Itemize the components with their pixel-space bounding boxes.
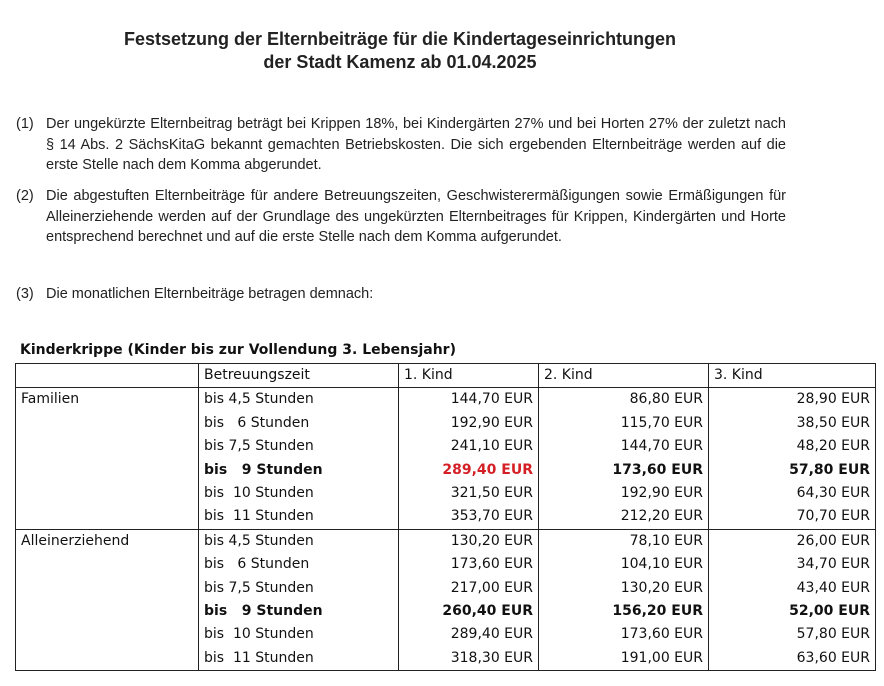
group-label-cell — [16, 505, 199, 529]
fee-kind-3-cell: 34,70 EUR — [709, 553, 876, 576]
fee-kind-1-cell: 241,10 EUR — [399, 435, 539, 458]
betreuungszeit-cell: bis 10 Stunden — [199, 482, 399, 505]
group-label-cell — [16, 577, 199, 600]
fee-kind-2-cell: 173,60 EUR — [539, 623, 709, 646]
table-caption: Kinderkrippe (Kinder bis zur Vollendung 3. Lebensjahr) — [20, 342, 456, 358]
table-row — [16, 412, 876, 435]
fee-kind-1-cell: 289,40 EUR — [399, 459, 539, 482]
fee-kind-1-cell: 144,70 EUR — [399, 388, 539, 412]
paragraph-3 — [16, 284, 786, 305]
group-label-cell — [16, 623, 199, 646]
title-line-2: der Stadt Kamenz ab 01.04.2025 — [263, 52, 537, 72]
table-row — [16, 647, 876, 671]
group-label-cell — [16, 412, 199, 435]
fee-kind-1-cell: 321,50 EUR — [399, 482, 539, 505]
paragraph-number: (3) — [16, 286, 34, 302]
betreuungszeit-cell: bis 6 Stunden — [199, 412, 399, 435]
fee-kind-2-cell: 86,80 EUR — [539, 388, 709, 412]
paragraph-text: Die abgestuften Elternbeiträge für andere Betreuungszeiten, Geschwisterermäßigungen sowie Ermäßigungen für Alleinerziehende werden auf der Grundlage des ungekürzten Elternbeitrages für Krippen, Kindergärten und Horte entsprechend berechnet und auf die erste Stelle nach dem Komma aufgerundet. — [46, 188, 786, 245]
table-row — [16, 600, 876, 623]
betreuungszeit-cell: bis 7,5 Stunden — [199, 577, 399, 600]
fee-kind-2-cell: 191,00 EUR — [539, 647, 709, 671]
fee-kind-1-cell: 260,40 EUR — [399, 600, 539, 623]
group-label-cell: Familien — [16, 388, 199, 412]
fee-kind-2-cell: 173,60 EUR — [539, 459, 709, 482]
header-cell-group — [16, 364, 199, 388]
table-row — [16, 553, 876, 576]
title-line-1: Festsetzung der Elternbeiträge für die Kindertageseinrichtungen — [123, 29, 677, 49]
betreuungszeit-cell: bis 4,5 Stunden — [199, 388, 399, 412]
fee-kind-3-cell: 43,40 EUR — [709, 577, 876, 600]
table-row — [16, 623, 876, 646]
fee-kind-3-cell: 70,70 EUR — [709, 505, 876, 529]
betreuungszeit-cell: bis 9 Stunden — [199, 459, 399, 482]
fee-kind-2-cell: 78,10 EUR — [539, 529, 709, 553]
betreuungszeit-cell: bis 9 Stunden — [199, 600, 399, 623]
header-cell-kind-2: 2. Kind — [539, 364, 709, 388]
fee-kind-1-cell: 130,20 EUR — [399, 529, 539, 553]
document-title — [0, 28, 800, 74]
group-label-cell — [16, 435, 199, 458]
betreuungszeit-cell: bis 4,5 Stunden — [199, 529, 399, 553]
betreuungszeit-cell: bis 10 Stunden — [199, 623, 399, 646]
group-label-cell — [16, 647, 199, 671]
group-label-cell — [16, 459, 199, 482]
fee-kind-1-cell: 353,70 EUR — [399, 505, 539, 529]
table-row — [16, 435, 876, 458]
fee-kind-2-cell: 212,20 EUR — [539, 505, 709, 529]
fee-kind-3-cell: 26,00 EUR — [709, 529, 876, 553]
group-label-cell — [16, 600, 199, 623]
fee-kind-1-cell: 318,30 EUR — [399, 647, 539, 671]
fee-kind-2-cell: 144,70 EUR — [539, 435, 709, 458]
fee-kind-3-cell: 64,30 EUR — [709, 482, 876, 505]
table-row — [16, 577, 876, 600]
fee-kind-3-cell: 38,50 EUR — [709, 412, 876, 435]
fee-kind-2-cell: 115,70 EUR — [539, 412, 709, 435]
fee-kind-3-cell: 48,20 EUR — [709, 435, 876, 458]
fee-kind-3-cell: 63,60 EUR — [709, 647, 876, 671]
header-cell-kind-1: 1. Kind — [399, 364, 539, 388]
table-row — [16, 459, 876, 482]
table-row — [16, 529, 876, 553]
fee-kind-3-cell: 28,90 EUR — [709, 388, 876, 412]
header-cell-kind-3: 3. Kind — [709, 364, 876, 388]
fee-table — [15, 363, 876, 671]
paragraph-text: Der ungekürzte Elternbeitrag beträgt bei Krippen 18%, bei Kindergärten 27% und bei Horten 27% der zuletzt nach § 14 Abs. 2 SächsKitaG bekannt gemachten Betriebskosten. Die sich ergebenden Elternbeiträge werden auf die erste Stelle nach dem Komma abgerundet. — [46, 116, 786, 173]
fee-table-body — [16, 364, 876, 671]
paragraph-2 — [16, 186, 786, 248]
paragraph-text: Die monatlichen Elternbeiträge betragen demnach: — [46, 286, 374, 302]
fee-kind-2-cell: 130,20 EUR — [539, 577, 709, 600]
fee-kind-2-cell: 156,20 EUR — [539, 600, 709, 623]
group-label-cell — [16, 553, 199, 576]
fee-kind-1-cell: 289,40 EUR — [399, 623, 539, 646]
betreuungszeit-cell: bis 6 Stunden — [199, 553, 399, 576]
paragraph-1 — [16, 114, 786, 176]
table-header-row — [16, 364, 876, 388]
paragraph-number: (1) — [16, 116, 34, 132]
betreuungszeit-cell: bis 11 Stunden — [199, 505, 399, 529]
paragraph-number: (2) — [16, 188, 34, 204]
betreuungszeit-cell: bis 7,5 Stunden — [199, 435, 399, 458]
fee-kind-3-cell: 57,80 EUR — [709, 623, 876, 646]
fee-kind-3-cell: 52,00 EUR — [709, 600, 876, 623]
fee-kind-1-cell: 217,00 EUR — [399, 577, 539, 600]
fee-kind-1-cell: 192,90 EUR — [399, 412, 539, 435]
betreuungszeit-cell: bis 11 Stunden — [199, 647, 399, 671]
header-cell-betreuungszeit: Betreuungszeit — [199, 364, 399, 388]
table-row — [16, 388, 876, 412]
fee-kind-2-cell: 104,10 EUR — [539, 553, 709, 576]
table-row — [16, 482, 876, 505]
group-label-cell: Alleinerziehend — [16, 529, 199, 553]
fee-kind-1-cell: 173,60 EUR — [399, 553, 539, 576]
fee-kind-2-cell: 192,90 EUR — [539, 482, 709, 505]
table-row — [16, 505, 876, 529]
fee-kind-3-cell: 57,80 EUR — [709, 459, 876, 482]
group-label-cell — [16, 482, 199, 505]
